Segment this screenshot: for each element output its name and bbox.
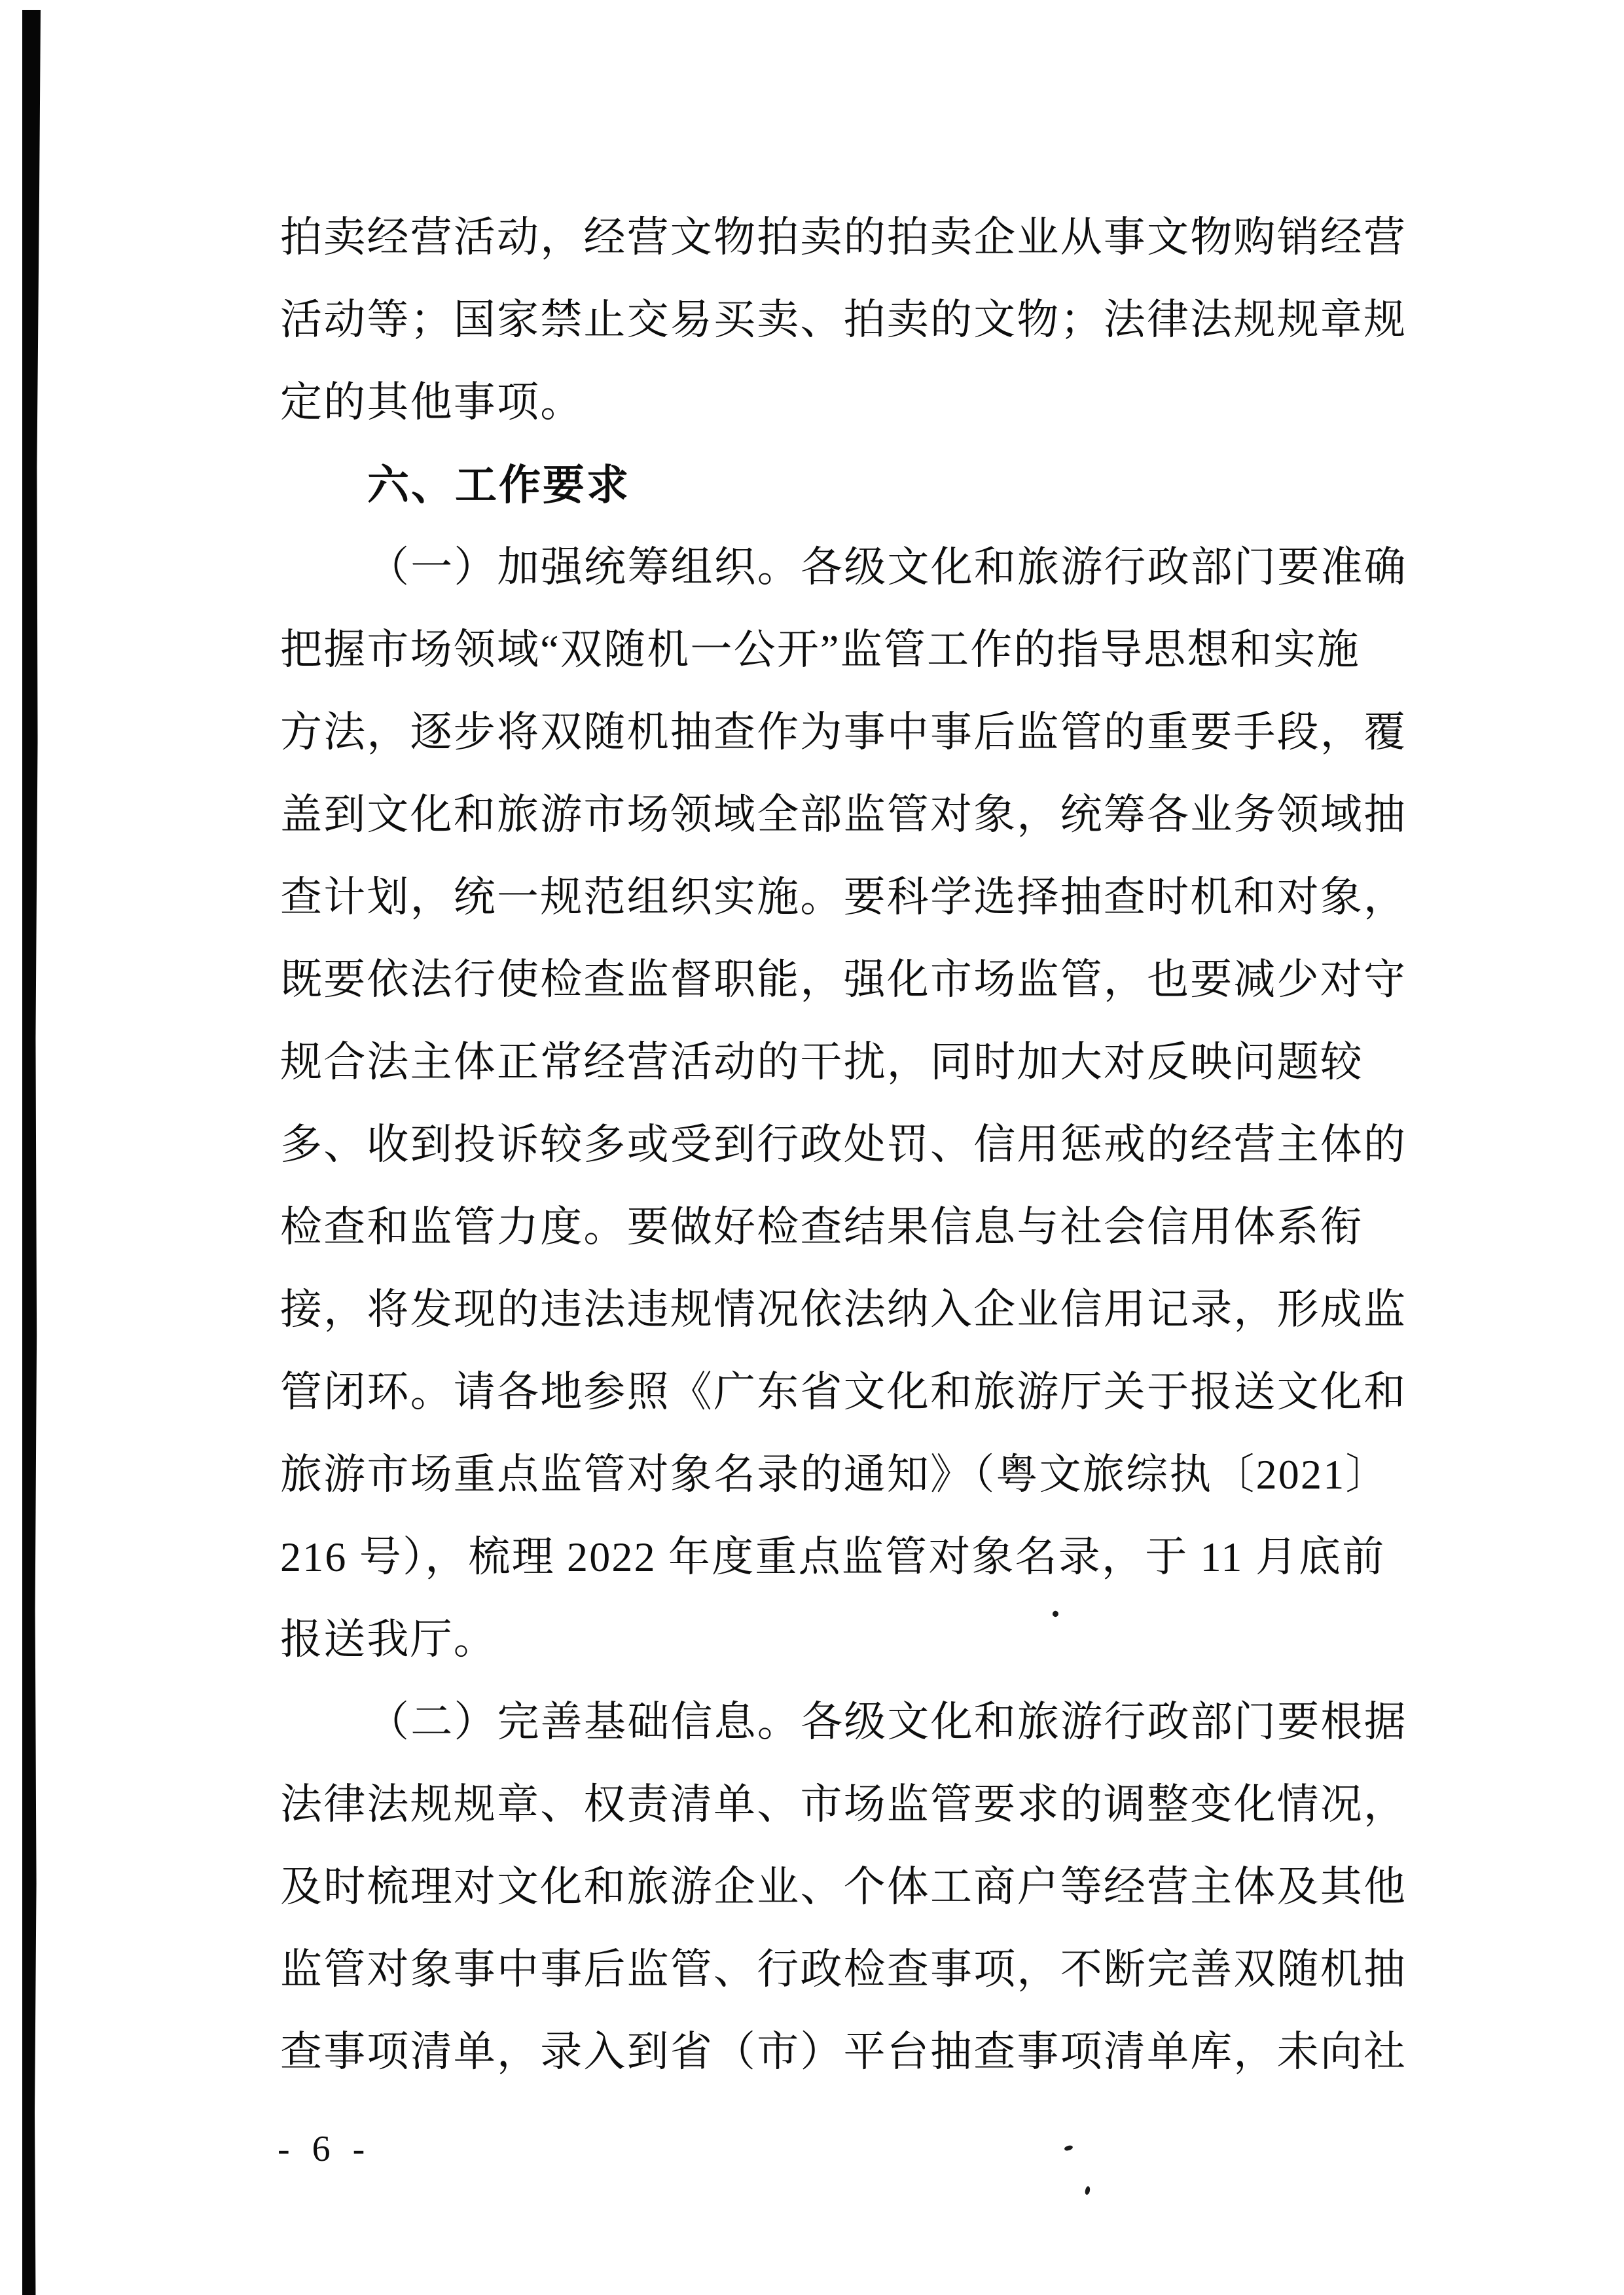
document-line: 管闭环。请各地参照《广东省文化和旅游厅关于报送文化和 (280, 1369, 1407, 1415)
document-line: 方法，逐步将双随机抽查作为事中事后监管的重要手段，覆 (280, 709, 1407, 755)
document-line: 多、收到投诉较多或受到行政处罚、信用惩戒的经营主体的 (280, 1121, 1407, 1168)
document-line: 定的其他事项。 (280, 379, 584, 425)
document-line: 报送我厅。 (280, 1616, 497, 1663)
document-line: 拍卖经营活动，经营文物拍卖的拍卖企业从事文物购销经营 (280, 214, 1407, 261)
document-line: 法律法规规章、权责清单、市场监管要求的调整变化情况， (280, 1781, 1407, 1828)
document-line: 活动等；国家禁止交易买卖、拍卖的文物；法律法规规章规 (280, 297, 1407, 343)
section-heading: 六、工作要求 (367, 461, 630, 509)
document-line: 接，将发现的违法违规情况依法纳入企业信用记录，形成监 (280, 1286, 1407, 1333)
scan-speck (1085, 2186, 1091, 2195)
document-text-block (280, 196, 1452, 2093)
document-line: 监管对象事中事后监管、行政检查事项，不断完善双随机抽 (280, 1946, 1407, 1993)
document-line: 查事项清单，录入到省（市）平台抽查事项清单库，未向社 (280, 2029, 1407, 2075)
page-number: - 6 - (278, 2129, 372, 2169)
scan-binding-bar (22, 10, 41, 2295)
document-line: 把握市场领域“双随机一公开”监管工作的指导思想和实施 (280, 626, 1361, 673)
document-line: （一）加强统筹组织。各级文化和旅游行政部门要准确 (367, 544, 1407, 590)
scan-speck (1064, 2144, 1074, 2152)
document-line: 旅游市场重点监管对象名录的通知》（粤文旅综执〔2021〕 (280, 1451, 1389, 1498)
document-line: （二）完善基础信息。各级文化和旅游行政部门要根据 (367, 1699, 1407, 1745)
document-line: 及时梳理对文化和旅游企业、个体工商户等经营主体及其他 (280, 1864, 1407, 1910)
document-line: 规合法主体正常经营活动的干扰，同时加大对反映问题较 (280, 1039, 1363, 1085)
document-line: 查计划，统一规范组织实施。要科学选择抽查时机和对象， (280, 874, 1407, 920)
document-line: 检查和监管力度。要做好检查结果信息与社会信用体系衔 (280, 1204, 1363, 1250)
document-line: 盖到文化和旅游市场领域全部监管对象，统筹各业务领域抽 (280, 791, 1407, 838)
document-line: 216 号），梳理 2022 年度重点监管对象名录，于 11 月底前 (280, 1534, 1386, 1580)
document-line: 既要依法行使检查监督职能，强化市场监管，也要减少对守 (280, 956, 1407, 1003)
